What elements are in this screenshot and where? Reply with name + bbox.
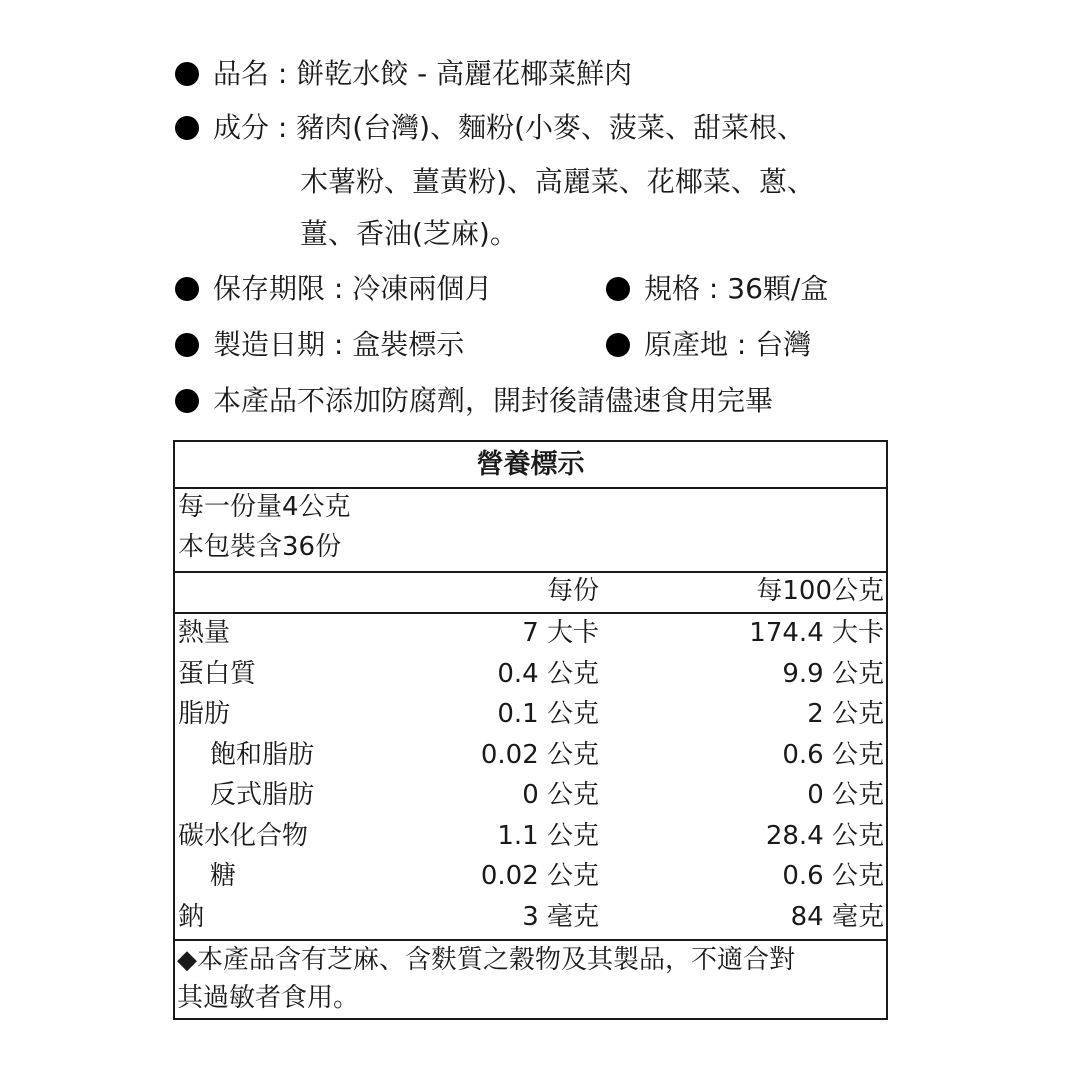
serving-size: 每一份量4公克 (178, 492, 351, 522)
ingredients-label: 成分 (213, 111, 270, 144)
per-100g-value: 0.6 公克 (782, 739, 884, 770)
per-serving-value: 0.02 公克 (480, 739, 599, 770)
per-100g-value: 84 毫克 (790, 901, 884, 932)
ingredients-line-3: 薑、香油(芝麻)。 (300, 217, 518, 250)
separator: : (325, 272, 353, 305)
nutrient-row-carbohydrate (175, 816, 886, 857)
bullet-icon (606, 277, 630, 301)
separator: : (269, 57, 297, 90)
bullet-icon (175, 116, 199, 140)
nutrient-label: 熱量 (178, 618, 231, 648)
nutrient-row-protein (175, 654, 886, 695)
per-serving-value: 0.4 公克 (497, 658, 599, 689)
separator: : (700, 272, 728, 305)
info-manufacture-date (175, 327, 464, 363)
col-per-100g: 每100公克 (756, 576, 884, 606)
per-serving-value: 7 大卡 (522, 618, 599, 648)
nutrition-title: 營養標示 (175, 442, 886, 489)
nutrient-label: 反式脂肪 (210, 780, 315, 810)
nutrient-label: 鈉 (178, 901, 205, 932)
separator: : (325, 328, 353, 361)
nutrient-label: 蛋白質 (178, 658, 257, 689)
per-serving-value: 1.1 公克 (497, 820, 599, 851)
shelf-life-label: 保存期限 (213, 272, 326, 305)
info-notice (175, 383, 773, 419)
nutrient-row-fat (175, 694, 886, 735)
spec-label: 規格 (644, 272, 701, 305)
allergen-note-line-1: ◆本產品含有芝麻、含麩質之穀物及其製品，不適合對 (177, 945, 795, 975)
nutrition-table (173, 440, 888, 1020)
nutrient-row-sugar (175, 856, 886, 897)
per-100g-value: 0.6 公克 (782, 861, 884, 891)
bullet-icon (175, 277, 199, 301)
nutrient-label: 糖 (210, 861, 237, 891)
per-100g-value: 9.9 公克 (782, 658, 884, 689)
notice-text: 本產品不添加防腐劑，開封後請儘速食用完畢 (213, 384, 774, 417)
nutrient-row-trans-fat (175, 775, 886, 816)
spec-value: 36顆/盒 (727, 272, 829, 305)
nutrient-label: 飽和脂肪 (210, 739, 315, 770)
bullet-icon (175, 333, 199, 357)
separator: : (269, 111, 297, 144)
per-100g-value: 174.4 大卡 (749, 618, 884, 648)
servings-per-package: 本包裝含36份 (178, 532, 342, 562)
allergen-note-line-2: 其過敏者食用。 (177, 983, 360, 1013)
nutrient-row-saturated-fat (175, 735, 886, 776)
per-100g-value: 0 公克 (807, 780, 884, 810)
info-product-name (175, 56, 632, 92)
origin-label: 原產地 (644, 328, 729, 361)
product-name-value: 餅乾水餃 - 高麗花椰菜鮮肉 (296, 57, 633, 90)
ingredients-line-1: 豬肉(台灣)、麵粉(小麥、菠菜、甜菜根、 (296, 111, 806, 144)
ingredients-line-2: 木薯粉、薑黃粉)、高麗菜、花椰菜、蔥、 (300, 165, 815, 198)
shelf-life-value: 冷凍兩個月 (352, 272, 493, 305)
per-serving-value: 0 公克 (522, 780, 599, 810)
product-name-label: 品名 (213, 57, 270, 90)
per-serving-value: 3 毫克 (522, 901, 599, 932)
nutrient-row-calories (175, 613, 886, 654)
serving-info (175, 487, 886, 573)
manufacture-date-label: 製造日期 (213, 328, 326, 361)
origin-value: 台灣 (755, 328, 812, 361)
per-serving-value: 0.1 公克 (497, 699, 599, 729)
info-origin (606, 327, 811, 363)
nutrient-row-sodium (175, 897, 886, 938)
col-per-serving: 每份 (546, 576, 599, 606)
info-spec (606, 271, 828, 307)
column-headers (175, 571, 886, 614)
info-ingredients (175, 110, 805, 146)
nutrient-label: 碳水化合物 (178, 820, 309, 851)
bullet-icon (606, 333, 630, 357)
per-serving-value: 0.02 公克 (480, 861, 599, 891)
separator: : (728, 328, 756, 361)
bullet-icon (175, 389, 199, 413)
per-100g-value: 2 公克 (807, 699, 884, 729)
bullet-icon (175, 62, 199, 86)
allergen-note (175, 941, 886, 1017)
info-shelf-life (175, 271, 492, 307)
nutrient-label: 脂肪 (178, 699, 231, 729)
manufacture-date-value: 盒裝標示 (352, 328, 465, 361)
nutrient-rows (175, 613, 886, 941)
per-100g-value: 28.4 公克 (765, 820, 884, 851)
